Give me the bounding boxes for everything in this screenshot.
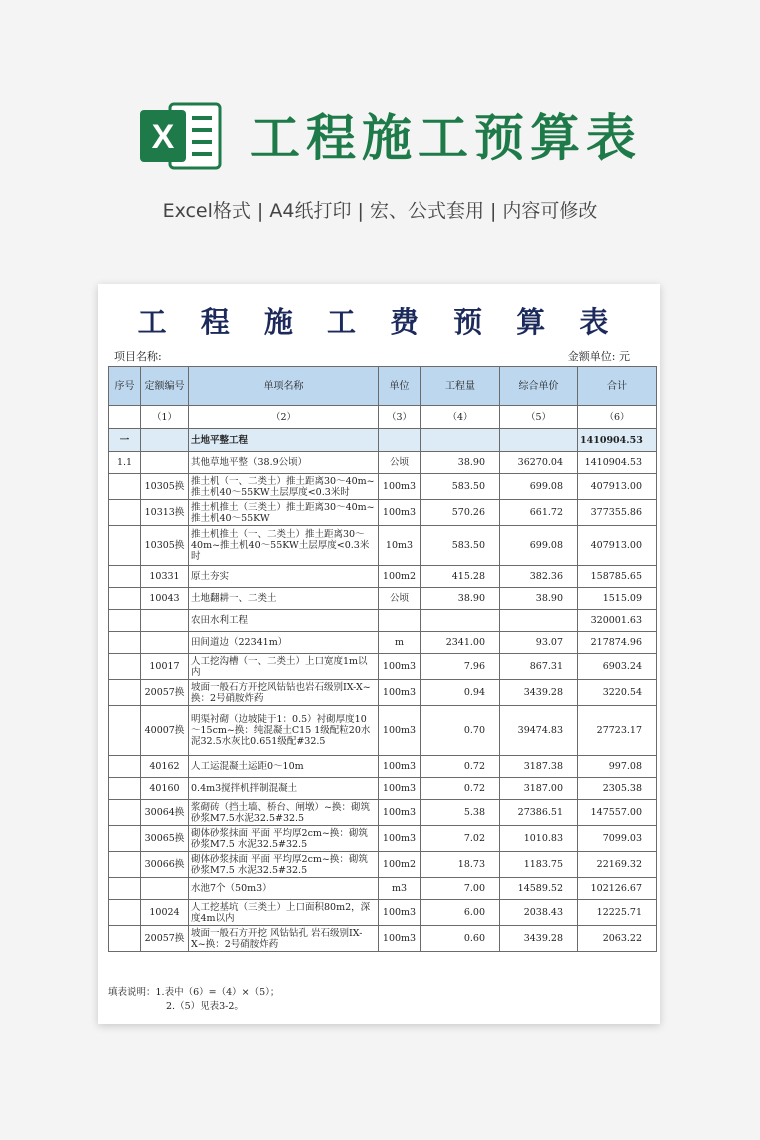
cell-price: 867.31	[500, 654, 578, 680]
table-row	[109, 632, 657, 654]
cell-code	[141, 878, 189, 900]
cell-price: 1010.83	[500, 826, 578, 852]
col-header-price: 综合单价	[500, 367, 578, 406]
cell-unit	[379, 610, 421, 632]
cell-code: 30066换	[141, 852, 189, 878]
project-name-label: 项目名称:	[114, 350, 162, 363]
cell-seq	[109, 610, 141, 632]
table-row	[109, 654, 657, 680]
section-name: 土地平整工程	[189, 429, 379, 452]
cell-qty: 0.72	[421, 778, 500, 800]
section-row	[109, 429, 657, 452]
col-header-unit: 单位	[379, 367, 421, 406]
cell-seq	[109, 926, 141, 952]
cell-code	[141, 610, 189, 632]
cell-total: 377355.86	[578, 500, 657, 526]
cell-total: 147557.00	[578, 800, 657, 826]
cell-seq	[109, 632, 141, 654]
cell-qty: 0.72	[421, 756, 500, 778]
cell-unit: 100m3	[379, 900, 421, 926]
cell-qty: 0.94	[421, 680, 500, 706]
table-row	[109, 900, 657, 926]
note-line-2: 2.（5）见表3-2。	[166, 1001, 244, 1012]
cell-code: 20057换	[141, 680, 189, 706]
cell-qty: 0.70	[421, 706, 500, 756]
cell-unit: 10m3	[379, 526, 421, 566]
table-row	[109, 610, 657, 632]
cell-total: 407913.00	[578, 474, 657, 500]
cell-qty: 570.26	[421, 500, 500, 526]
cell-code: 10017	[141, 654, 189, 680]
col-header-qty: 工程量	[421, 367, 500, 406]
cell-price: 3439.28	[500, 926, 578, 952]
cell-price: 14589.52	[500, 878, 578, 900]
cell-qty: 38.90	[421, 588, 500, 610]
cell-name: 推土机推土（一、二类土）推土距离30～40m~推土机40～55KW土层厚度<0.3米时	[189, 526, 379, 566]
cell-seq	[109, 654, 141, 680]
cell-unit: 100m3	[379, 826, 421, 852]
cell-unit: 100m3	[379, 800, 421, 826]
cell-code: 10305换	[141, 474, 189, 500]
cell-code	[141, 632, 189, 654]
cell-unit: m3	[379, 878, 421, 900]
cell-price: 39474.83	[500, 706, 578, 756]
cell-qty: 5.38	[421, 800, 500, 826]
cell-total: 997.08	[578, 756, 657, 778]
cell-code: 30064换	[141, 800, 189, 826]
cell-price: 382.36	[500, 566, 578, 588]
cell-total: 12225.71	[578, 900, 657, 926]
cell-unit: 100m2	[379, 852, 421, 878]
cell-unit: 100m3	[379, 654, 421, 680]
cell-name: 推土机推土（三类土）推土距离30～40m~推土机40～55KW	[189, 500, 379, 526]
cell-qty: 583.50	[421, 474, 500, 500]
cell-qty: 7.00	[421, 878, 500, 900]
cell-qty: 7.02	[421, 826, 500, 852]
cell-unit: 100m3	[379, 926, 421, 952]
cell-price: 2038.43	[500, 900, 578, 926]
cell-unit: 100m3	[379, 778, 421, 800]
cell-seq	[109, 778, 141, 800]
cell-price: 36270.04	[500, 452, 578, 474]
cell-seq	[109, 566, 141, 588]
cell-unit: 100m2	[379, 566, 421, 588]
cell-total: 2305.38	[578, 778, 657, 800]
note-line-1: 填表说明：1.表中（6）=（4）×（5）；	[108, 987, 280, 998]
table-row	[109, 706, 657, 756]
cell-qty: 6.00	[421, 900, 500, 926]
cell-seq	[109, 878, 141, 900]
budget-table	[108, 366, 657, 952]
cell-price: 38.90	[500, 588, 578, 610]
cell-code	[141, 452, 189, 474]
cell-price: 1183.75	[500, 852, 578, 878]
cell-seq	[109, 706, 141, 756]
cell-total: 2063.22	[578, 926, 657, 952]
cell-price: 699.08	[500, 474, 578, 500]
cell-qty: 0.60	[421, 926, 500, 952]
section-total: 1410904.53	[578, 429, 657, 452]
cell-name: 人工运混凝土运距0～10m	[189, 756, 379, 778]
cell-total: 217874.96	[578, 632, 657, 654]
cell-total: 1515.09	[578, 588, 657, 610]
cell-name: 砌体砂浆抹面 平面 平均厚2cm~换：砌筑砂浆M7.5 水泥32.5#32.5	[189, 826, 379, 852]
cell-name: 农田水利工程	[189, 610, 379, 632]
cell-total: 7099.03	[578, 826, 657, 852]
cell-price: 3187.38	[500, 756, 578, 778]
cell-seq	[109, 500, 141, 526]
cell-seq	[109, 800, 141, 826]
cell-code: 10313换	[141, 500, 189, 526]
spreadsheet-preview	[98, 284, 660, 1024]
col-header-seq: 序号	[109, 367, 141, 406]
table-row	[109, 452, 657, 474]
cell-seq	[109, 900, 141, 926]
cell-code: 40162	[141, 756, 189, 778]
table-row	[109, 588, 657, 610]
cell-name: 人工挖沟槽（一、二类土）上口宽度1m以内	[189, 654, 379, 680]
cell-code: 10043	[141, 588, 189, 610]
cell-qty: 38.90	[421, 452, 500, 474]
cell-name: 田间道边（22341m）	[189, 632, 379, 654]
table-row	[109, 526, 657, 566]
table-row	[109, 926, 657, 952]
cell-name: 其他草地平整（38.9公顷）	[189, 452, 379, 474]
table-row	[109, 800, 657, 826]
currency-unit-label: 金额单位: 元	[567, 350, 630, 363]
cell-qty: 2341.00	[421, 632, 500, 654]
cell-total: 102126.67	[578, 878, 657, 900]
cell-seq	[109, 852, 141, 878]
col-header-code: 定额编号	[141, 367, 189, 406]
table-row	[109, 878, 657, 900]
cell-total: 6903.24	[578, 654, 657, 680]
cell-code: 30065换	[141, 826, 189, 852]
cell-seq	[109, 526, 141, 566]
cell-seq: 1.1	[109, 452, 141, 474]
cell-total: 320001.63	[578, 610, 657, 632]
cell-total: 158785.65	[578, 566, 657, 588]
header-row	[109, 367, 657, 406]
cell-price: 93.07	[500, 632, 578, 654]
cell-price: 699.08	[500, 526, 578, 566]
cell-code: 40007换	[141, 706, 189, 756]
cell-price: 3439.28	[500, 680, 578, 706]
cell-price	[500, 610, 578, 632]
cell-price: 3187.00	[500, 778, 578, 800]
table-row	[109, 474, 657, 500]
table-row	[109, 756, 657, 778]
cell-total: 407913.00	[578, 526, 657, 566]
cell-unit: 100m3	[379, 474, 421, 500]
cell-name: 坡面一般石方开挖 风钻钻孔 岩石级别IX-X~换：2号硝胺炸药	[189, 926, 379, 952]
col-header-name: 单项名称	[189, 367, 379, 406]
cell-code: 10331	[141, 566, 189, 588]
cell-total: 22169.32	[578, 852, 657, 878]
table-row	[109, 826, 657, 852]
cell-code: 10024	[141, 900, 189, 926]
cell-seq	[109, 588, 141, 610]
cell-total: 27723.17	[578, 706, 657, 756]
cell-name: 土地翻耕一、二类土	[189, 588, 379, 610]
cell-unit: 100m3	[379, 706, 421, 756]
cell-qty: 7.96	[421, 654, 500, 680]
cell-total: 1410904.53	[578, 452, 657, 474]
cell-qty: 415.28	[421, 566, 500, 588]
cell-name: 0.4m3搅拌机拌制混凝土	[189, 778, 379, 800]
cell-code: 20057换	[141, 926, 189, 952]
section-seq: 一	[109, 429, 141, 452]
cell-qty: 18.73	[421, 852, 500, 878]
cell-unit: m	[379, 632, 421, 654]
cell-seq	[109, 680, 141, 706]
cell-price: 27386.51	[500, 800, 578, 826]
cell-total: 3220.54	[578, 680, 657, 706]
cell-name: 坡面一般石方开挖风钻钻也岩石级别IX-X~换：2号硝胺炸药	[189, 680, 379, 706]
cell-seq	[109, 756, 141, 778]
table-row	[109, 852, 657, 878]
cell-seq	[109, 826, 141, 852]
cell-code: 10305换	[141, 526, 189, 566]
cell-name: 明渠衬砌（边坡陡于1：0.5）衬砌厚度10～15cm~换：纯混凝土C15 1级配粒20水泥32.5水灰比0.651级配#32.5	[189, 706, 379, 756]
table-row	[109, 566, 657, 588]
document-title: 工 程 施 工 费 预 算 表	[137, 305, 621, 339]
cell-name: 浆砌砖（挡土墙、桥台、闸墩）~换：砌筑砂浆M7.5水泥32.5#32.5	[189, 800, 379, 826]
table-row	[109, 500, 657, 526]
cell-price: 661.72	[500, 500, 578, 526]
cell-qty	[421, 610, 500, 632]
table-row	[109, 680, 657, 706]
cell-name: 砌体砂浆抹面 平面 平均厚2cm~换：砌筑砂浆M7.5 水泥32.5#32.5	[189, 852, 379, 878]
cell-unit: 公顷	[379, 588, 421, 610]
excel-logo-icon	[140, 100, 222, 172]
column-number-row: （1） （2） （3） （4） （5） （6）	[109, 406, 657, 429]
cell-seq	[109, 474, 141, 500]
table-row	[109, 778, 657, 800]
cell-unit: 100m3	[379, 680, 421, 706]
banner-features: Excel格式 | A4纸打印 | 宏、公式套用 | 内容可修改	[162, 200, 598, 222]
table-notes	[108, 986, 656, 1014]
cell-name: 推土机（一、二类土）推土距离30～40m~推土机40～55KW土层厚度<0.3米时	[189, 474, 379, 500]
logo-letter: X	[151, 118, 175, 156]
cell-name: 人工挖基坑（三类土）上口面积80m2，深度4m以内	[189, 900, 379, 926]
cell-unit: 公顷	[379, 452, 421, 474]
cell-name: 原土夯实	[189, 566, 379, 588]
cell-name: 水池7个（50m3）	[189, 878, 379, 900]
promo-banner	[0, 0, 760, 260]
cell-unit: 100m3	[379, 756, 421, 778]
cell-qty: 583.50	[421, 526, 500, 566]
cell-unit: 100m3	[379, 500, 421, 526]
cell-code: 40160	[141, 778, 189, 800]
col-header-total: 合计	[578, 367, 657, 406]
banner-headline: 工程施工预算表	[250, 109, 642, 167]
